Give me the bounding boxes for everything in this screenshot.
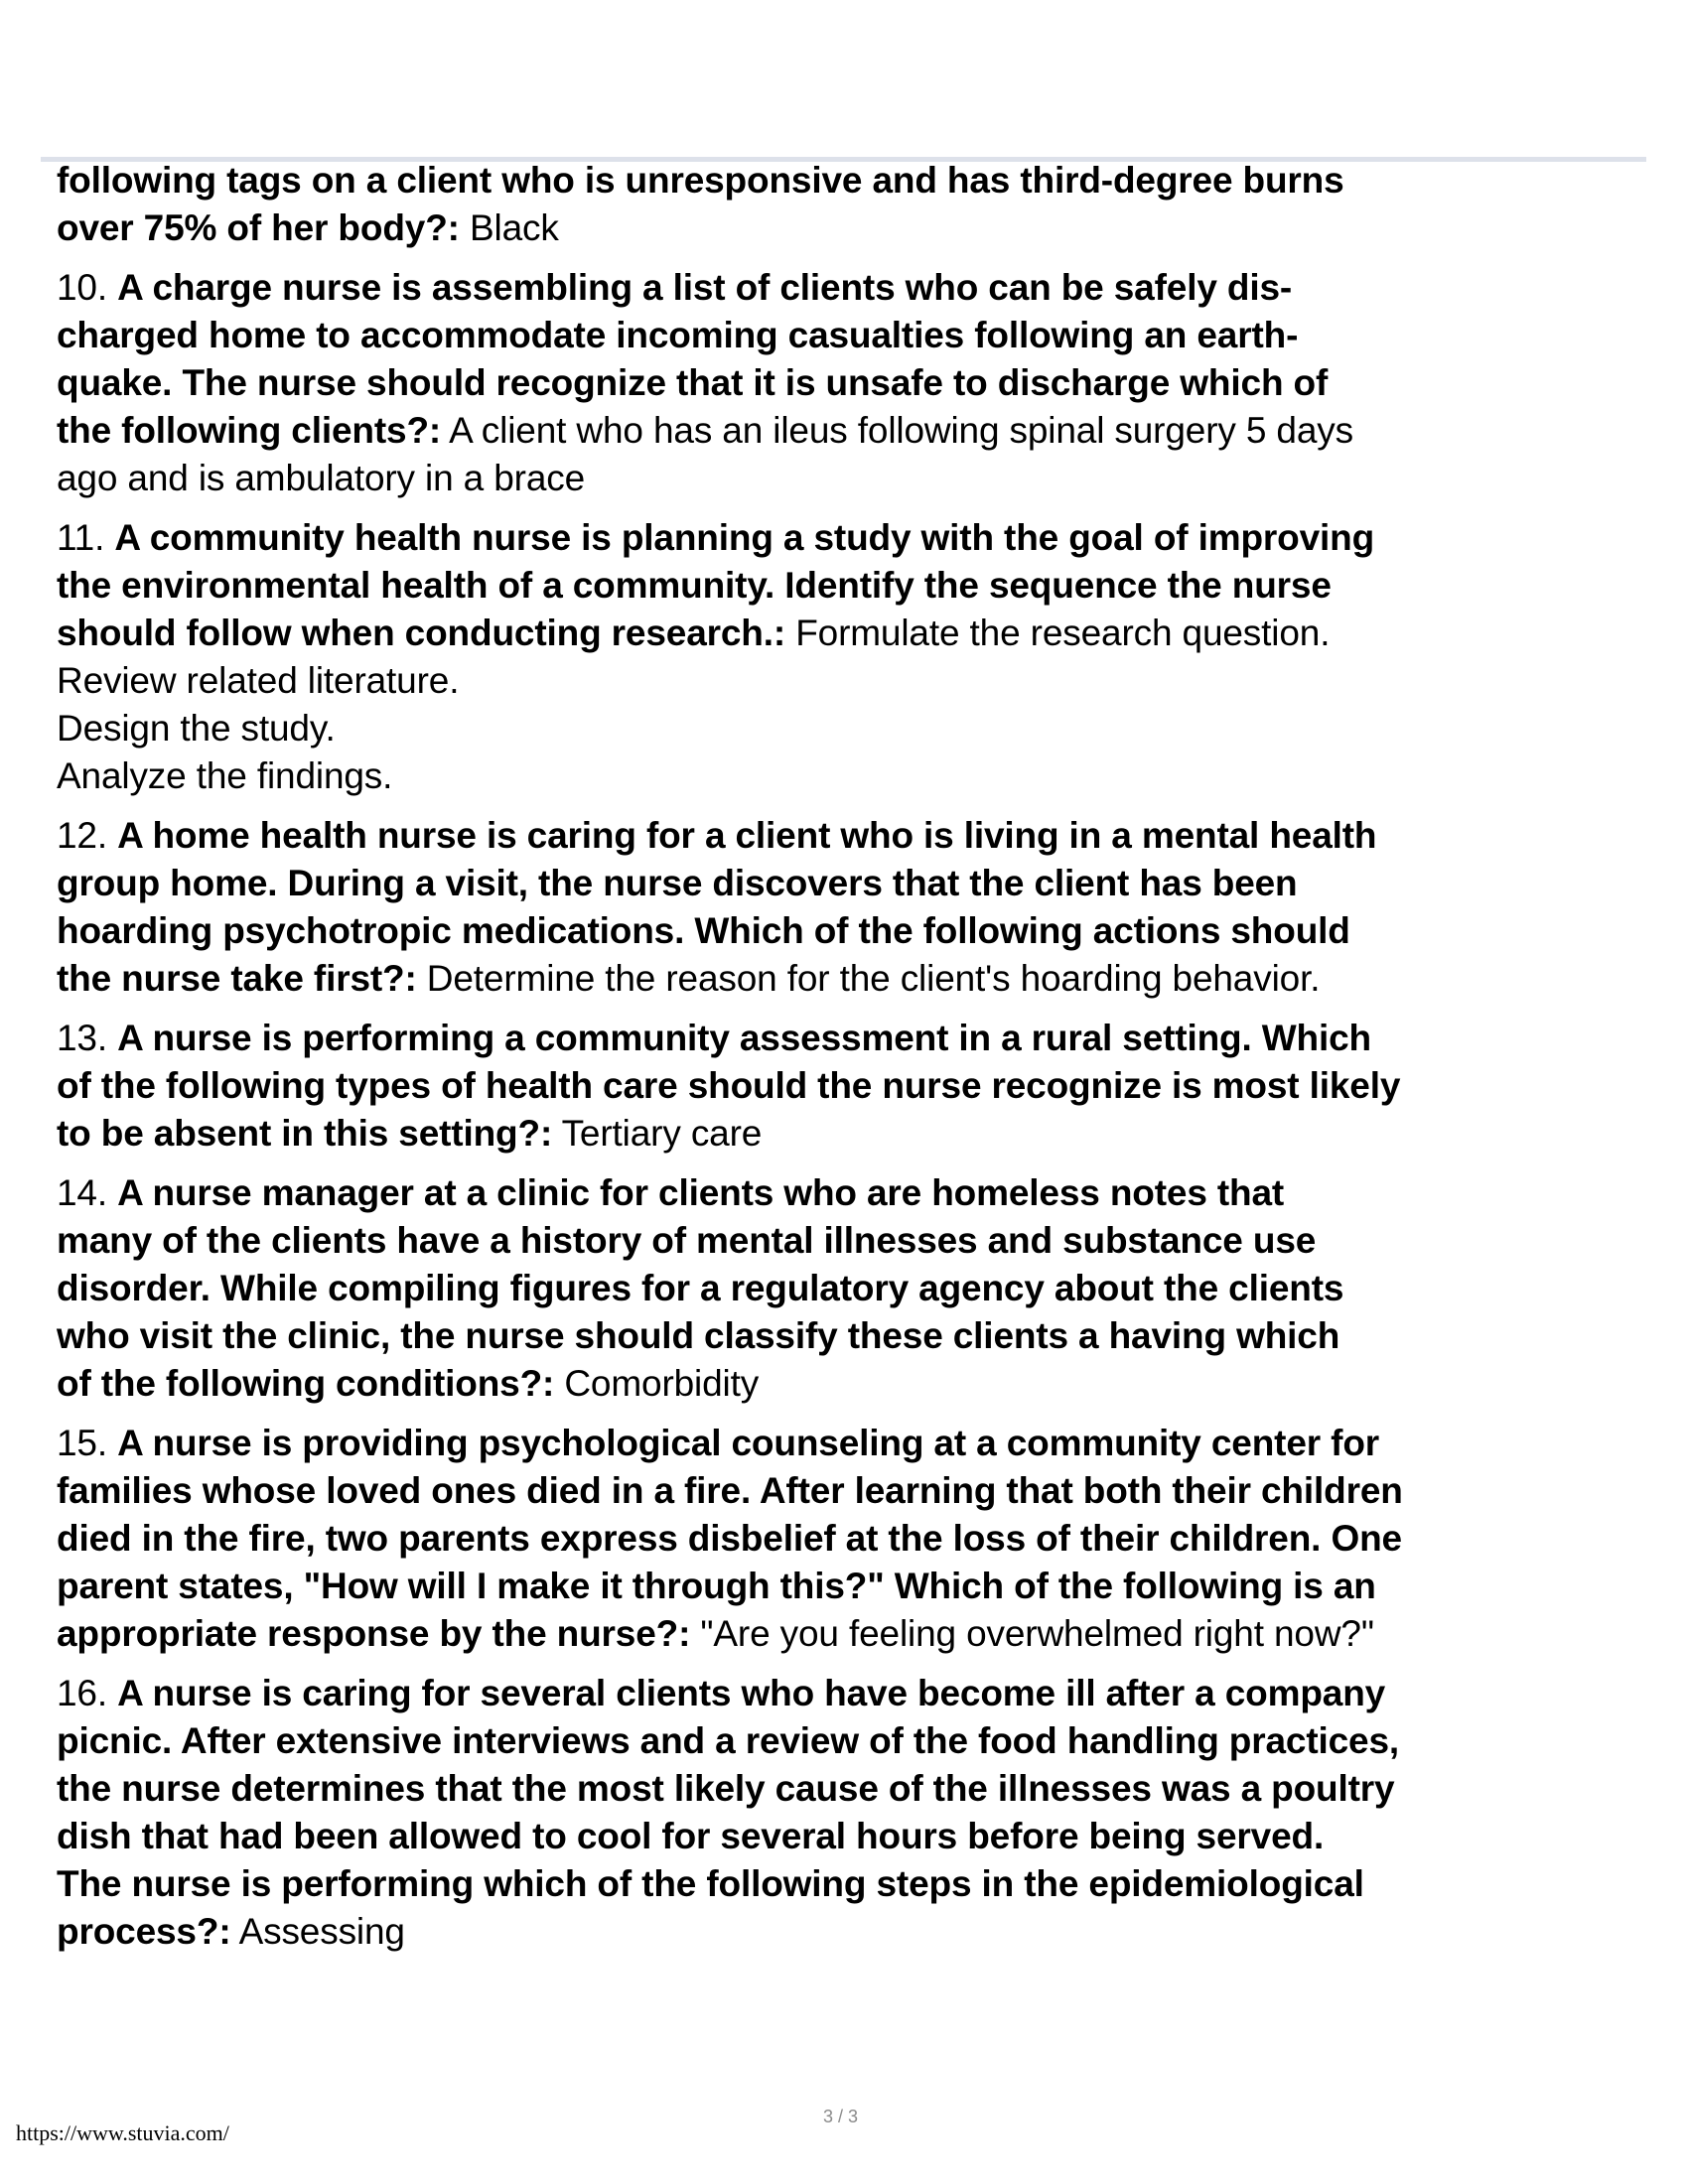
qa-item-9 bbox=[57, 157, 1645, 252]
question-text: A nurse is performing a community assessment in a rural setting. Which bbox=[117, 1018, 1371, 1058]
question-text: who visit the clinic, the nurse should classify these clients a having which bbox=[57, 1315, 1340, 1356]
question-text: the nurse determines that the most likely cause of the illnesses was a poultry bbox=[57, 1768, 1395, 1809]
page-counter: 3 / 3 bbox=[823, 2107, 859, 2126]
qa-item-15 bbox=[57, 1420, 1645, 1658]
question-number: 16. bbox=[57, 1673, 118, 1713]
answer-text: "Are you feeling overwhelmed right now?" bbox=[690, 1613, 1374, 1654]
qa-list bbox=[57, 157, 1645, 1968]
qa-item-12 bbox=[57, 812, 1645, 1003]
question-text: many of the clients have a history of mental illnesses and substance use bbox=[57, 1220, 1317, 1261]
question-text: should follow when conducting research.: bbox=[57, 613, 786, 653]
qa-item-11 bbox=[57, 514, 1645, 800]
footer-source-link[interactable]: https://www.stuvia.com/ bbox=[16, 2120, 229, 2145]
question-text: quake. The nurse should recognize that it is unsafe to discharge which of bbox=[57, 362, 1329, 403]
answer-text: A client who has an ileus following spinal surgery 5 days bbox=[441, 410, 1353, 451]
question-text: the environmental health of a community. Identify the sequence the nurse bbox=[57, 565, 1332, 606]
question-text: disorder. While compiling figures for a regulatory agency about the clients bbox=[57, 1268, 1344, 1308]
answer-text: Formulate the research question. bbox=[785, 613, 1331, 653]
question-number: 15. bbox=[57, 1423, 118, 1463]
question-text: A charge nurse is assembling a list of clients who can be safely dis- bbox=[117, 267, 1293, 308]
question-text: families whose loved ones died in a fire. After learning that both their children bbox=[57, 1470, 1403, 1511]
answer-text: Analyze the findings. bbox=[57, 755, 393, 796]
question-text: A nurse manager at a clinic for clients who are homeless notes that bbox=[117, 1172, 1285, 1213]
question-text: appropriate response by the nurse?: bbox=[57, 1613, 691, 1654]
answer-text: Review related literature. bbox=[57, 660, 460, 701]
question-number: 11. bbox=[57, 517, 115, 558]
question-text: following tags on a client who is unresponsive and has third-degree burns bbox=[57, 160, 1344, 201]
question-text: to be absent in this setting?: bbox=[57, 1113, 553, 1154]
question-text: dish that had been allowed to cool for several hours before being served. bbox=[57, 1816, 1325, 1856]
answer-text: Design the study. bbox=[57, 708, 336, 749]
qa-item-10 bbox=[57, 264, 1645, 502]
question-text: of the following types of health care should the nurse recognize is most likely bbox=[57, 1065, 1401, 1106]
question-text: A nurse is providing psychological counseling at a community center for bbox=[117, 1423, 1380, 1463]
question-text: group home. During a visit, the nurse discovers that the client has been bbox=[57, 863, 1298, 903]
question-text: process?: bbox=[57, 1911, 231, 1952]
answer-text: Assessing bbox=[230, 1911, 405, 1952]
answer-text: Determine the reason for the client's hoarding behavior. bbox=[416, 958, 1321, 999]
question-number: 14. bbox=[57, 1172, 118, 1213]
question-text: over 75% of her body?: bbox=[57, 207, 460, 248]
qa-item-14 bbox=[57, 1169, 1645, 1408]
qa-item-16 bbox=[57, 1670, 1645, 1956]
qa-item-13 bbox=[57, 1015, 1645, 1158]
question-text: of the following conditions?: bbox=[57, 1363, 555, 1404]
question-text: parent states, "How will I make it through this?" Which of the following is an bbox=[57, 1566, 1376, 1606]
question-number: 13. bbox=[57, 1018, 118, 1058]
question-text: died in the fire, two parents express disbelief at the loss of their children. One bbox=[57, 1518, 1402, 1559]
question-text: charged home to accommodate incoming casualties following an earth- bbox=[57, 315, 1299, 355]
answer-text: ago and is ambulatory in a brace bbox=[57, 458, 586, 498]
question-number: 12. bbox=[57, 815, 118, 856]
question-text: picnic. After extensive interviews and a review of the food handling practices, bbox=[57, 1720, 1400, 1761]
answer-text: Tertiary care bbox=[552, 1113, 763, 1154]
question-text: hoarding psychotropic medications. Which of the following actions should bbox=[57, 910, 1350, 951]
answer-text: Black bbox=[459, 207, 559, 248]
question-text: A home health nurse is caring for a client who is living in a mental health bbox=[117, 815, 1377, 856]
question-text: the following clients?: bbox=[57, 410, 442, 451]
question-text: A community health nurse is planning a study with the goal of improving bbox=[114, 517, 1375, 558]
question-text: the nurse take first?: bbox=[57, 958, 417, 999]
question-text: The nurse is performing which of the following steps in the epidemiological bbox=[57, 1863, 1364, 1904]
question-number: 10. bbox=[57, 267, 118, 308]
question-text: A nurse is caring for several clients who have become ill after a company bbox=[117, 1673, 1386, 1713]
answer-text: Comorbidity bbox=[554, 1363, 760, 1404]
